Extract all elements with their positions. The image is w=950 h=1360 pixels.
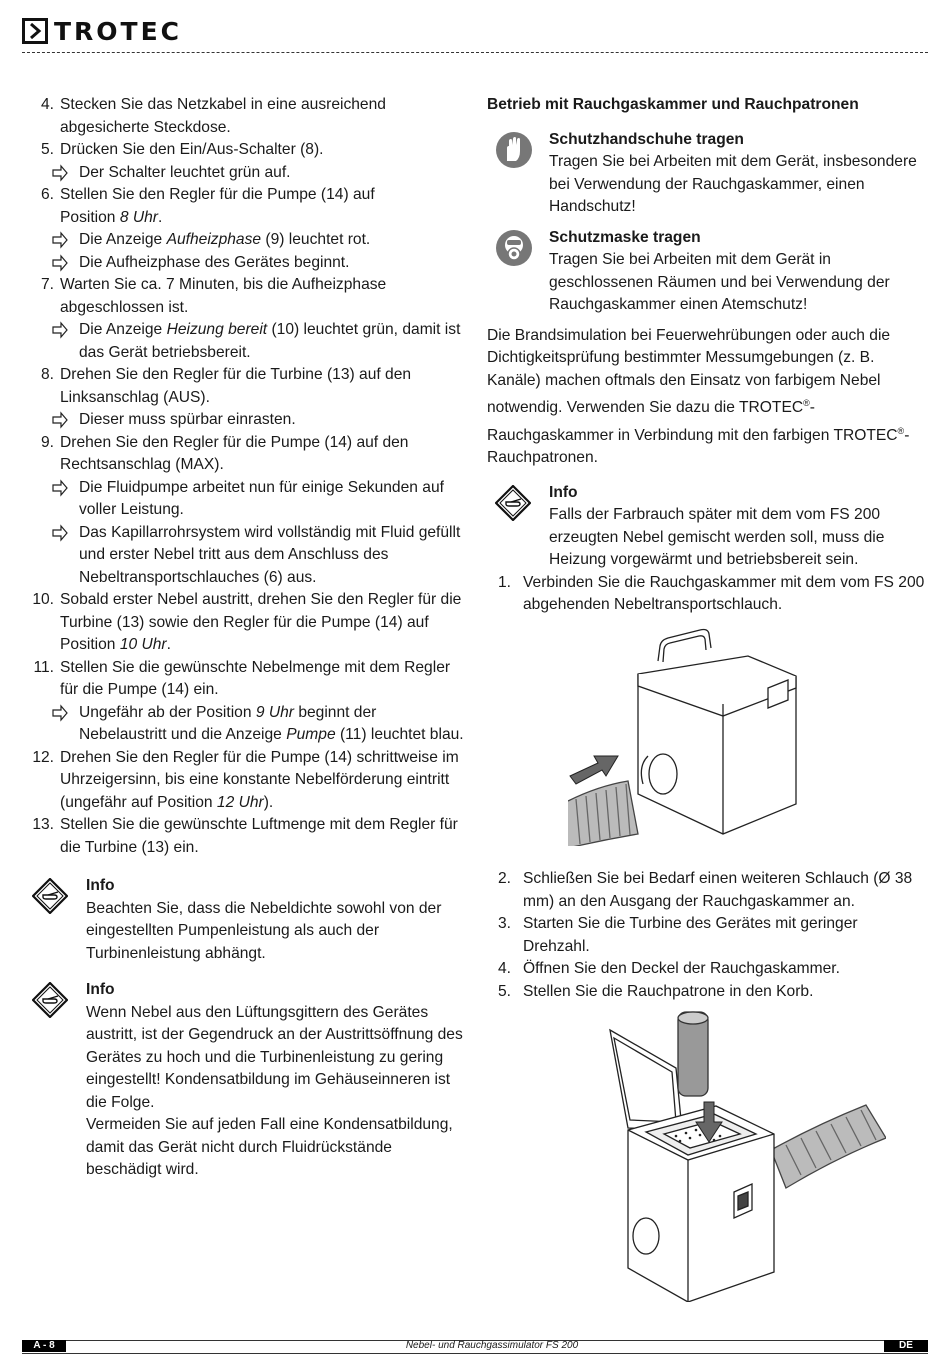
info-text-2: Vermeiden Sie auf jeden Fall eine Kondensatbildung, damit das Gerät nicht durch Fluidrückstände beschädigt wird. [86,1116,453,1178]
result-item [30,522,465,590]
registered-mark: ® [803,398,810,408]
step-text: Starten Sie die Turbine des Gerätes mit geringer Drehzahl. [523,915,858,955]
step-emphasis: 10 Uhr [119,636,167,653]
result-emphasis: Heizung bereit [166,321,268,338]
step-text: (ungefähr auf Position [60,793,217,811]
page-header [22,14,928,54]
step-number: 12. [32,748,54,766]
result-text: Der Schalter leuchtet grün auf. [79,163,291,181]
mask-warning [487,227,927,317]
result-item [30,252,465,275]
result-text: (10) leuchtet grün, damit ist das Gerät betriebsbereit. [79,321,461,361]
warning-title: Schutzmaske tragen [549,228,701,246]
warning-title: Schutzhandschuhe tragen [549,130,744,148]
arrow-right-icon [52,229,70,251]
result-item [30,477,465,522]
paragraph-part: -Rauchpatronen. [487,426,910,467]
result-text: beginnt der Nebelaustritt und die Anzeige [79,703,377,743]
step-text: Position [60,636,120,653]
step-number: 4. [497,960,511,977]
page-number: A - 8 [22,1340,66,1352]
result-text: Die Anzeige [79,321,167,338]
chamber-steps-a [487,572,927,617]
list-item [30,589,465,657]
list-item [30,432,465,477]
list-item [487,958,927,981]
info-text: Falls der Farbrauch später mit dem vom FS 200 erzeugten Nebel gemischt werden soll, muss die Heizung vorgewärmt und betriebsbereit sein. [549,506,885,569]
info-box-1 [30,875,465,965]
step-text: Warten Sie ca. 7 Minuten, bis die Aufheizphase abgeschlossen ist. [60,276,387,316]
step-emphasis: 8 Uhr [119,208,158,226]
list-item [30,139,465,162]
step-text: Öffnen Sie den Deckel der Rauchgaskammer. [523,960,840,977]
info-box-2 [30,979,465,1182]
list-item [487,981,927,1004]
step-number: 9. [40,433,54,451]
arrow-right-icon [52,522,70,544]
arrow-right-icon [52,702,70,724]
smoke-chamber-hose-illustration [568,616,808,846]
list-item [487,868,927,913]
result-item [30,702,465,747]
arrow-right-icon [52,477,70,499]
step-text: Stellen Sie die gewünschte Nebelmenge mit dem Regler für die Pumpe (14) ein. [60,658,451,698]
info-title: Info [549,483,578,501]
step-text: . [157,208,163,226]
step-text: Verbinden Sie die Rauchgaskammer mit dem vom FS 200 abgehenden Nebeltransportschlauch. [523,573,925,614]
document-title: Nebel- und Rauchgassimulator FS 200 [405,1340,579,1351]
step-text: Stellen Sie die Rauchpatrone in den Korb. [523,982,814,1000]
step-text: Drehen Sie den Regler für die Pumpe (14) auf den Rechtsanschlag (MAX). [60,433,409,473]
language-code: DE [884,1340,928,1352]
step-number: 11. [33,658,54,676]
info-hand-icon [32,878,68,922]
step-number: 8. [40,366,54,383]
list-item [30,184,465,229]
step-number: 6. [40,186,54,203]
result-text: Die Fluidpumpe arbeitet nun für einige Sekunden auf voller Leistung. [79,478,444,518]
result-item [30,162,465,185]
step-number: 10. [32,591,54,608]
step-text: Stellen Sie den Regler für die Pumpe (14) auf [60,186,375,203]
step-text: Drehen Sie den Regler für die Turbine (13) auf den Linksanschlag (AUS). [60,366,412,406]
step-text: Schließen Sie bei Bedarf einen weiteren Schlauch (Ø 38 mm) an den Ausgang der Rauchgaskammer an. [523,870,913,910]
result-text: Das Kapillarrohrsystem wird vollständig mit Fluid gefüllt und erster Nebel tritt aus dem Anschluss des Nebeltransportschlauches (6) aus. [79,523,461,586]
step-text: Stellen Sie die gewünschte Luftmenge mit dem Regler für die Turbine (13) ein. [60,816,458,856]
list-item [487,913,927,958]
step-text: ). [263,793,274,811]
result-item [30,229,465,252]
step-text: Stecken Sie das Netzkabel in eine ausreichend abgesicherte Steckdose. [60,96,386,136]
step-number: 7. [40,276,54,293]
list-item [30,364,465,409]
arrow-right-icon [52,252,70,274]
result-text: Dieser muss spürbar einrasten. [79,411,296,428]
info-hand-icon [495,485,531,529]
arrow-right-icon [52,162,70,184]
list-item [30,814,465,859]
header-divider [22,52,928,53]
info-text: Beachten Sie, dass die Nebeldichte sowohl von der eingestellten Pumpenleistung als auch der Turbinenleistung abhängt. [86,899,442,962]
info-box-3 [487,482,927,572]
paragraph-part: -Rauchgaskammer in Verbindung mit den farbigen TROTEC [487,399,898,444]
smoke-cartridge-illustration [606,1010,886,1302]
info-title: Info [86,981,115,998]
gloves-warning [487,129,927,219]
paragraph-part: Die Brandsimulation bei Feuerwehrübungen oder auch die Dichtigkeitsprüfung bestimmter Messumgebungen (z. B. Kanäle) machen oftmals den Einsatz von farbigem Nebel notwendig. Verwenden Sie dazu die TROTEC [487,326,891,417]
step-number: 2. [497,870,511,887]
step-text: Drücken Sie den Ein/Aus-Schalter (8). [60,141,324,158]
list-item [30,94,465,139]
list-item [487,572,927,617]
step-number: 4. [40,96,54,113]
warning-text: Tragen Sie bei Arbeiten mit dem Gerät, insbesondere bei Verwendung der Rauchgaskammer, einen Handschutz! [549,153,917,215]
step-emphasis: 12 Uhr [216,793,264,811]
step-text: Sobald erster Nebel austritt, drehen Sie den Regler für die Turbine (13) sowie den Regler für die Pumpe (14) auf [60,591,462,631]
result-item [30,319,465,364]
page-footer [22,1340,928,1353]
step-number: 5. [40,141,54,158]
result-emphasis: Pumpe [286,726,336,743]
result-text: (11) leuchtet blau. [335,726,464,743]
trotec-logo [22,16,182,46]
result-emphasis: 9 Uhr [255,703,294,721]
respirator-mask-icon [495,229,533,275]
result-emphasis: Aufheizphase [166,231,262,248]
brand-name: TROTEC [54,16,183,46]
chamber-steps-b [487,868,927,1003]
list-item [30,274,465,319]
step-text: Position [60,208,120,226]
warning-text: Tragen Sie bei Arbeiten mit dem Gerät in geschlossenen Räumen und bei Verwendung der Rauchgaskammer einen Atemschutz! [549,251,890,313]
step-number: 3. [497,915,511,932]
arrow-right-icon [52,409,70,431]
step-number: 5. [497,982,511,1000]
result-text: (9) leuchtet rot. [261,231,371,248]
gloves-icon [495,131,533,177]
arrow-right-icon [52,319,70,341]
step-text: . [166,636,171,653]
step-number: 1. [497,573,511,591]
registered-mark: ® [897,425,905,436]
result-text: Ungefähr ab der Position [79,703,256,721]
step-number: 13. [32,816,54,833]
result-text: Die Anzeige [79,231,167,248]
section-heading: Betrieb mit Rauchgaskammer und Rauchpatronen [487,96,859,113]
intro-paragraph [487,325,927,470]
step-text: Drehen Sie den Regler für die Pumpe (14) schrittweise im Uhrzeigersinn, bis eine konstante Nebelförderung eintritt [60,748,459,788]
list-item [30,747,465,815]
right-column [487,94,927,617]
result-item [30,409,465,432]
left-column [30,94,465,1182]
list-item [30,657,465,702]
chevron-right-icon [22,18,48,44]
info-title: Info [86,877,115,894]
instruction-list [30,94,465,859]
info-hand-icon [32,982,68,1026]
result-text: Die Aufheizphase des Gerätes beginnt. [79,253,350,271]
info-text: Wenn Nebel aus den Lüftungsgittern des Gerätes austritt, ist der Gegendruck an der Austrittsöffnung des Gerätes zu hoch und die Turbinenleistung zu gering eingestellt! Kondensatbildung im Gehäuseinneren ist die Folge. [86,1003,463,1111]
